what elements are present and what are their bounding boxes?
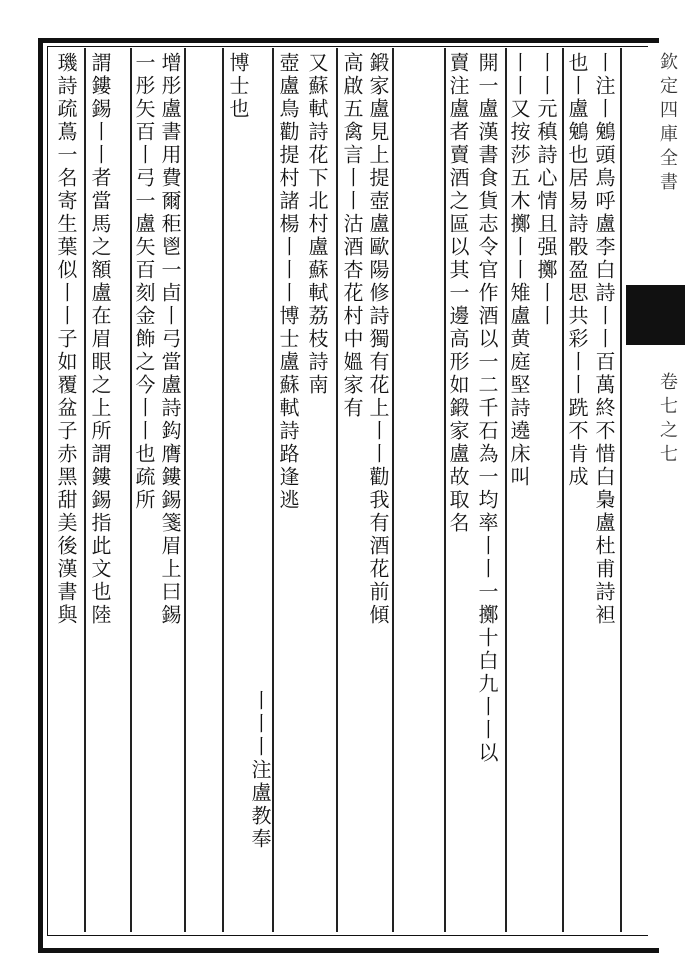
text-column: 一彤矢百丨弓一盧矢百刻金飾之今丨丨也疏所 [132,52,156,512]
column-rule [392,48,394,932]
text-column: 開一盧漢書食貨志令官作酒以一二千石為一均率丨丨一擲十白九丨丨以 [475,52,499,765]
text-column: 高啟五禽言丨丨沽酒杏花村中媼家有 [340,52,364,420]
column-rule [336,48,338,932]
margin-book-title: 欽定四庫全書 [657,52,678,196]
text-column: 丨注丨鵵頭鳥呼盧李白詩丨丨百萬終不惜白梟盧杜甫詩袒 [592,52,616,627]
text-column: 增彤盧書用費爾秬鬯一卣丨弓當盧詩鈎膺鏤錫箋眉上曰錫 [158,52,182,627]
text-column: 壺盧鳥勸提村諸楊丨丨丨博士盧蘇軾詩路逢逃 [276,52,300,512]
margin-volume-number: 卷七之七 [657,372,678,468]
text-column: 謂鏤錫丨丨者當馬之額盧在眉眼之上所謂鏤錫指此文也陸 [88,52,112,627]
column-rule [222,48,224,932]
text-column: 賣注盧者賣酒之區以其一邊高形如鍛家盧故取名 [446,52,470,535]
text-column: 璣詩疏蔦一名寄生葉似丨丨子如覆盆子赤黑甜美後漢書與 [54,52,78,627]
text-column: 鍛家盧見上提壺盧歐陽修詩獨有花上丨丨勸我有酒花前傾 [366,52,390,627]
text-column: 丨丨丨注盧教奉 [248,690,272,851]
text-column: 丨丨元稹詩心情且强擲丨丨 [534,52,558,328]
fishtail-mark [626,285,685,345]
text-column: 又蘇軾詩花下北村盧蘇軾荔枝詩南 [305,52,329,397]
text-column: 也丨盧鵵也居易詩骰盈思共彩丨丨跣不肯成 [565,52,589,489]
column-rule [84,48,86,932]
text-column: 博士也 [226,52,250,121]
column-rule [184,48,186,932]
column-rule [620,48,622,932]
column-rule [562,48,564,932]
column-rule [272,48,274,932]
text-column: 丨丨又按莎五木擲丨丨雉盧黄庭堅詩遶床叫 [507,52,531,489]
